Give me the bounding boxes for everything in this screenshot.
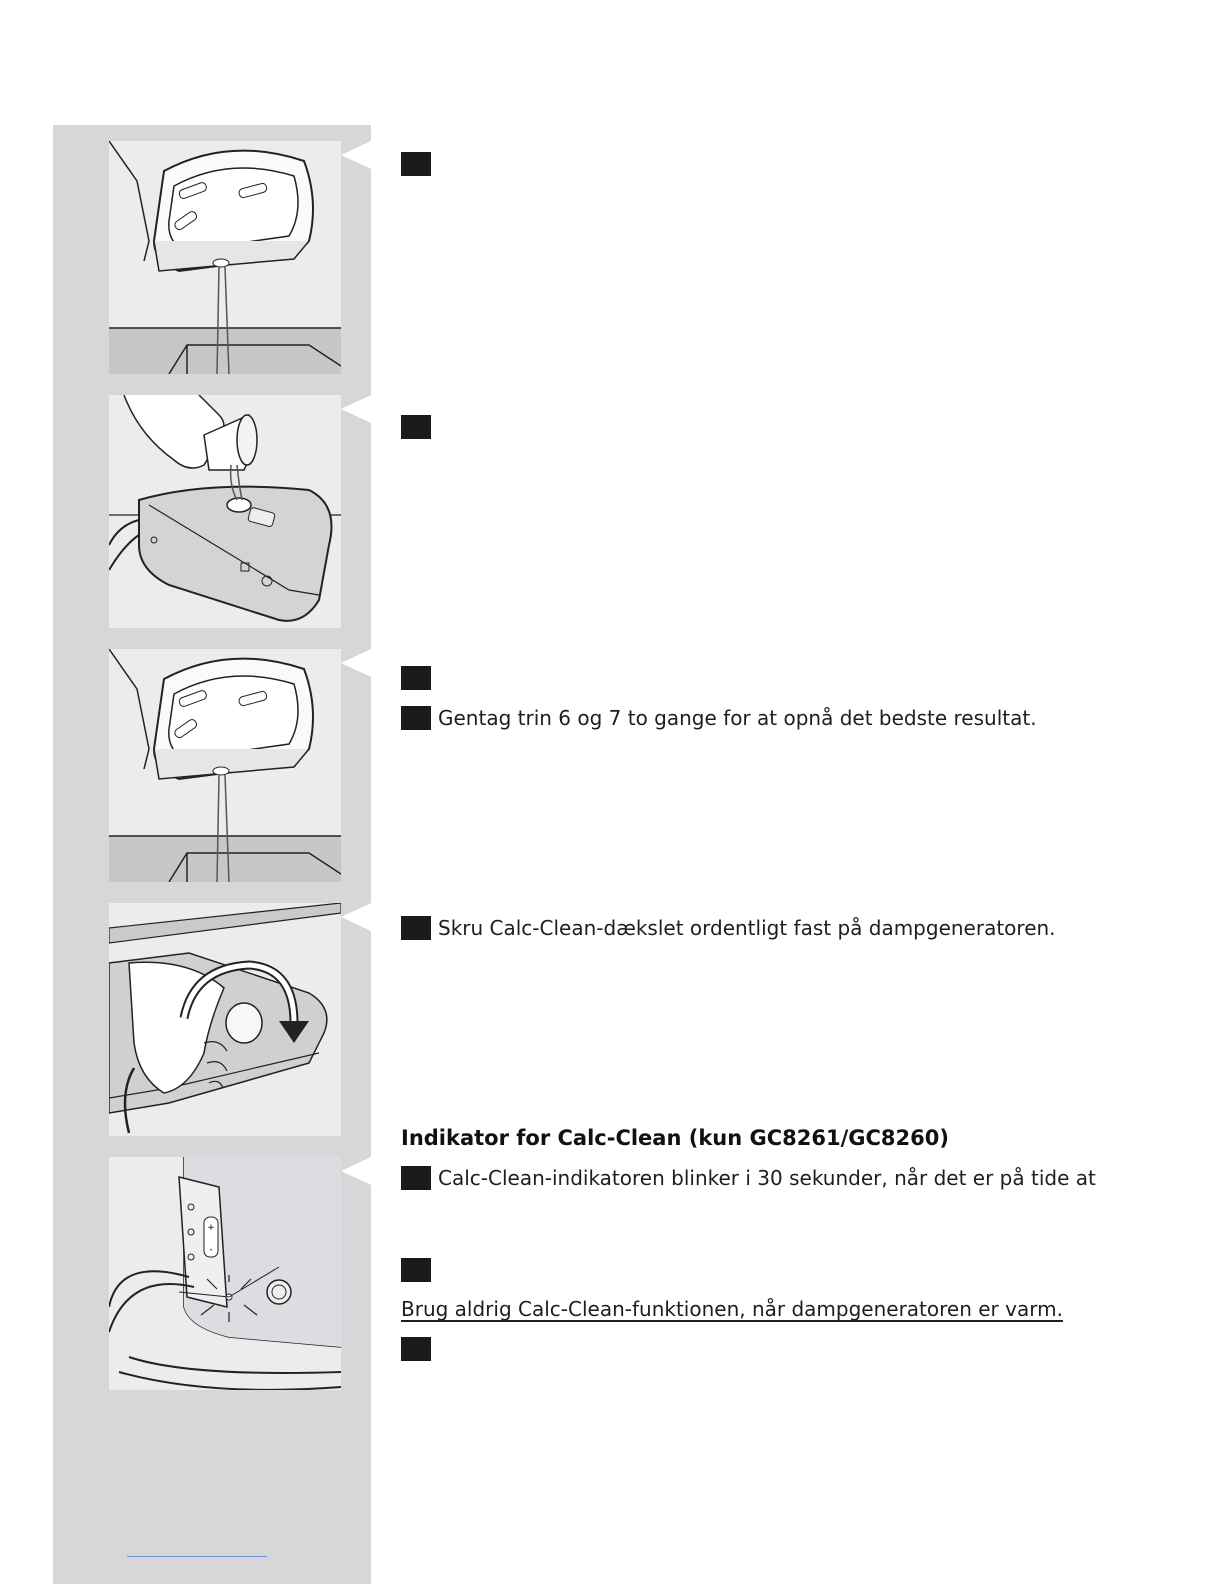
figure-screw-cap xyxy=(109,903,341,1136)
calc-clean-indicator-icon xyxy=(109,1157,341,1390)
section-heading: Indikator for Calc-Clean (kun GC8261/GC8260) xyxy=(401,1126,949,1150)
step-c xyxy=(401,666,438,690)
step-d xyxy=(401,706,1037,730)
step-text: Calc-Clean-indikatoren blinker i 30 sekunder, når det er på tide at xyxy=(438,1166,1096,1190)
fill-water-in-icon xyxy=(109,395,341,628)
step-g xyxy=(401,1258,438,1282)
warning-text: Brug aldrig Calc-Clean-funktionen, når dampgeneratoren er varm. xyxy=(401,1297,1063,1321)
step-text: Skru Calc-Clean-dækslet ordentligt fast på dampgeneratoren. xyxy=(438,916,1056,940)
figure-empty-tank xyxy=(109,141,341,374)
step-marker xyxy=(401,1337,431,1361)
step-e xyxy=(401,916,1056,940)
step-marker xyxy=(401,666,431,690)
step-marker xyxy=(401,1166,431,1190)
step-text: Gentag trin 6 og 7 to gange for at opnå det bedste resultat. xyxy=(438,706,1037,730)
figure-fill-tank xyxy=(109,395,341,628)
step-f xyxy=(401,1166,1096,1190)
step-marker xyxy=(401,916,431,940)
figure-pointer xyxy=(341,1157,371,1185)
step-marker xyxy=(401,415,431,439)
figure-pointer xyxy=(341,903,371,931)
step-h xyxy=(401,1337,438,1361)
pour-water-out-icon xyxy=(109,141,341,374)
footer-rule xyxy=(127,1556,267,1557)
figure-pointer xyxy=(341,649,371,677)
pour-water-out-icon xyxy=(109,649,341,882)
figure-empty-tank-repeat xyxy=(109,649,341,882)
step-marker xyxy=(401,1258,431,1282)
svg-text:-: - xyxy=(209,1245,213,1255)
svg-text:+: + xyxy=(207,1223,215,1233)
figure-pointer xyxy=(341,395,371,423)
step-marker xyxy=(401,706,431,730)
step-a xyxy=(401,152,438,176)
step-b xyxy=(401,415,438,439)
figure-pointer xyxy=(341,141,371,169)
screw-cap-icon xyxy=(109,903,341,1136)
step-marker xyxy=(401,152,431,176)
figure-indicator xyxy=(109,1157,341,1390)
